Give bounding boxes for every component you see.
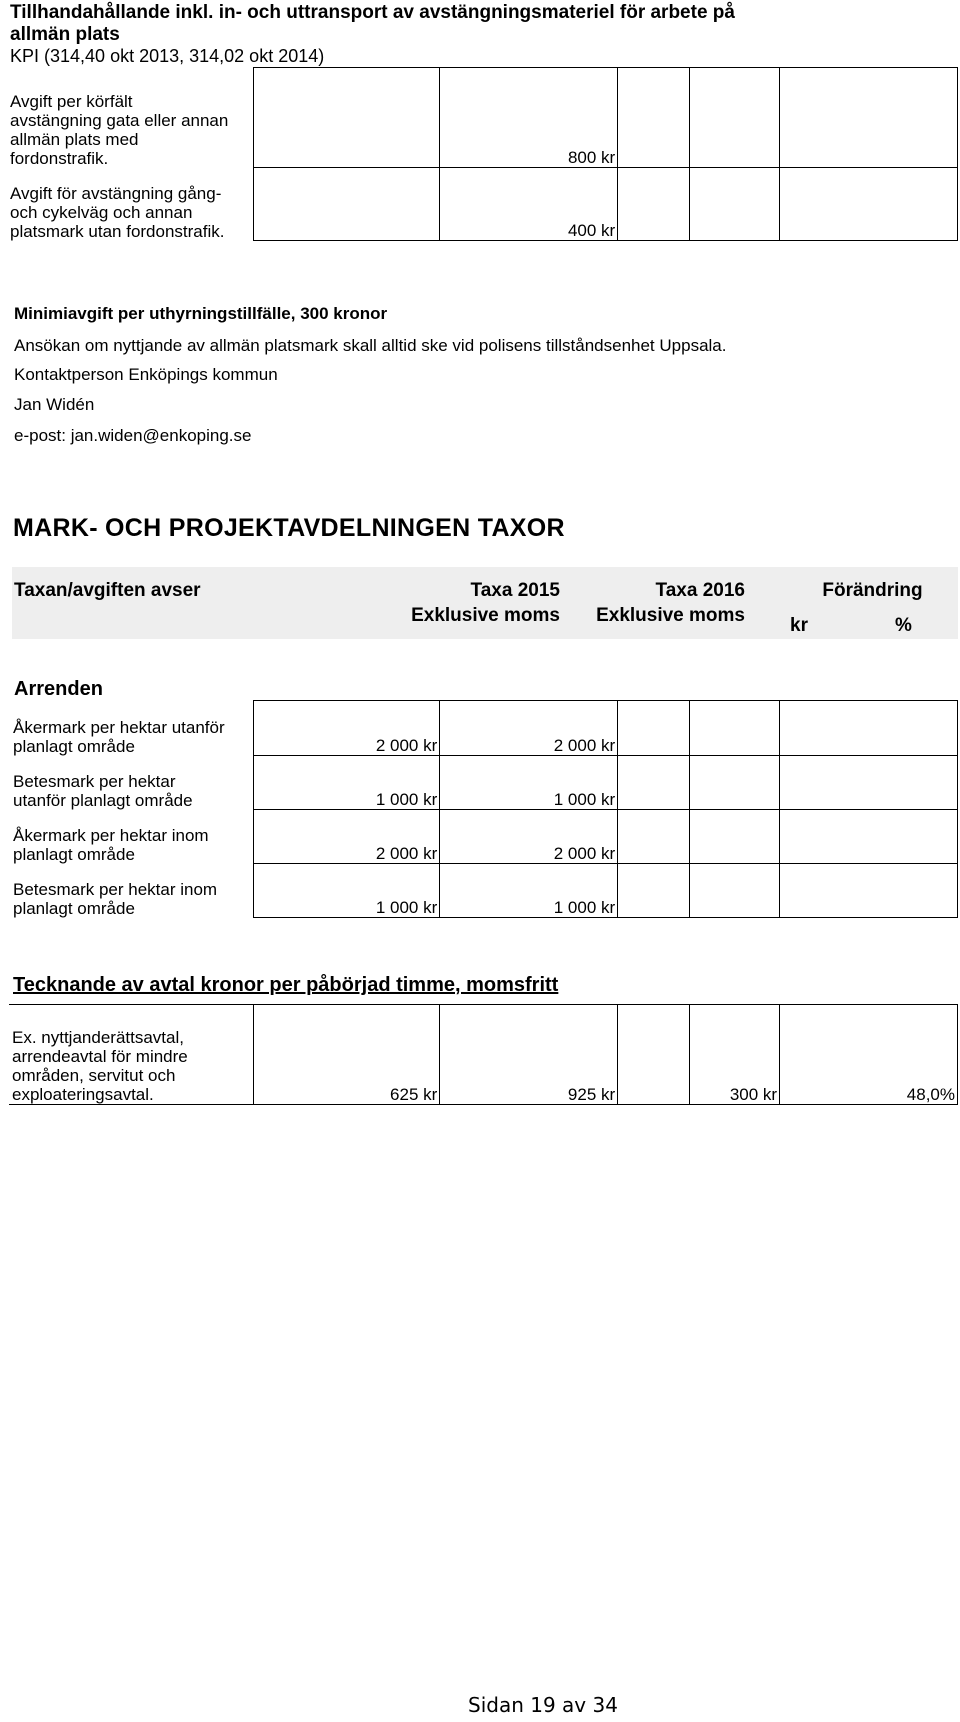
fee-empty-cell <box>254 168 440 241</box>
fee-label: Avgift per körfält avstängning gata eller annan allmän plats med fordonstrafik. <box>10 91 229 168</box>
taxa2015-value: 1 000 kr <box>254 864 440 918</box>
fee-value: 400 kr <box>440 168 618 241</box>
contact-label: Kontaktperson Enköpings kommun <box>14 365 278 384</box>
change-kr <box>690 864 780 918</box>
change-kr: 300 kr <box>690 1005 780 1105</box>
table-row <box>9 756 958 810</box>
tecknande-table <box>9 1004 958 1105</box>
arrenden-table <box>9 700 958 918</box>
fee-value: 800 kr <box>440 68 618 168</box>
table-row <box>9 864 958 918</box>
section-heading-continued: allmän plats <box>10 24 120 45</box>
header-col-taxa2016: Taxa 2016 Exklusive moms <box>596 580 745 626</box>
minimum-fee-note: Minimiavgift per uthyrningstillfälle, 300 kronor <box>14 304 388 323</box>
kpi-note: KPI (314,40 okt 2013, 314,02 okt 2014) <box>10 46 325 66</box>
header-col-change-kr: kr <box>790 615 808 636</box>
contact-email: e-post: jan.widen@enkoping.se <box>14 426 252 445</box>
tecknande-heading: Tecknande av avtal kronor per påbörjad timme, momsfritt <box>13 974 559 996</box>
taxa2015-value: 2 000 kr <box>254 701 440 756</box>
fee-empty-cell <box>780 68 958 168</box>
empty-cell <box>618 864 690 918</box>
taxa2015-value: 625 kr <box>254 1005 440 1105</box>
fee-row <box>9 68 958 168</box>
page-title: MARK- OCH PROJEKTAVDELNINGEN TAXOR <box>13 514 565 542</box>
header-col-change-pct: % <box>895 615 912 636</box>
application-note: Ansökan om nyttjande av allmän platsmark skall alltid ske vid polisens tillståndsenhet Uppsala. <box>14 336 727 355</box>
table-row <box>9 810 958 864</box>
fee-row <box>9 168 958 241</box>
fee-table <box>9 67 958 241</box>
empty-cell <box>618 1005 690 1105</box>
row-label: Åkermark per hektar utanför planlagt område <box>13 717 225 756</box>
section-heading: Tillhandahållande inkl. in- och uttransport av avstängningsmateriel för arbete på <box>10 2 735 23</box>
change-pct <box>780 810 958 864</box>
arrenden-heading: Arrenden <box>14 678 103 700</box>
fee-empty-cell <box>254 68 440 168</box>
empty-cell <box>618 701 690 756</box>
taxa2016-value: 1 000 kr <box>440 864 618 918</box>
change-pct <box>780 864 958 918</box>
header-col-description: Taxan/avgiften avser <box>14 580 201 601</box>
change-kr <box>690 756 780 810</box>
fee-label: Avgift för avstängning gång- och cykelväg och annan platsmark utan fordonstrafik. <box>10 183 225 241</box>
taxa2015-value: 1 000 kr <box>254 756 440 810</box>
taxa2016-value: 2 000 kr <box>440 701 618 756</box>
row-label: Betesmark per hektar utanför planlagt område <box>13 771 193 810</box>
empty-cell <box>618 810 690 864</box>
table-row <box>9 1005 958 1105</box>
taxa2016-value: 2 000 kr <box>440 810 618 864</box>
fee-empty-cell <box>780 168 958 241</box>
change-kr <box>690 701 780 756</box>
fee-empty-cell <box>618 68 690 168</box>
fee-empty-cell <box>690 168 780 241</box>
taxa2015-value: 2 000 kr <box>254 810 440 864</box>
taxa2016-value: 1 000 kr <box>440 756 618 810</box>
taxa2016-value: 925 kr <box>440 1005 618 1105</box>
page-number: Sidan 19 av 34 <box>468 1693 618 1717</box>
change-pct: 48,0% <box>780 1005 958 1105</box>
change-pct <box>780 756 958 810</box>
table-row <box>9 701 958 756</box>
fee-empty-cell <box>618 168 690 241</box>
contact-name: Jan Widén <box>14 395 95 414</box>
row-label: Ex. nyttjanderättsavtal, arrendeavtal för mindre områden, servitut och exploateringsavtal. <box>9 1005 254 1105</box>
empty-cell <box>618 756 690 810</box>
header-col-change: Förändring <box>822 580 923 601</box>
row-label: Betesmark per hektar inom planlagt område <box>13 879 218 918</box>
row-label: Åkermark per hektar inom planlagt område <box>13 825 209 864</box>
change-pct <box>780 701 958 756</box>
header-col-taxa2015: Taxa 2015 Exklusive moms <box>411 580 560 626</box>
fee-empty-cell <box>690 68 780 168</box>
change-kr <box>690 810 780 864</box>
